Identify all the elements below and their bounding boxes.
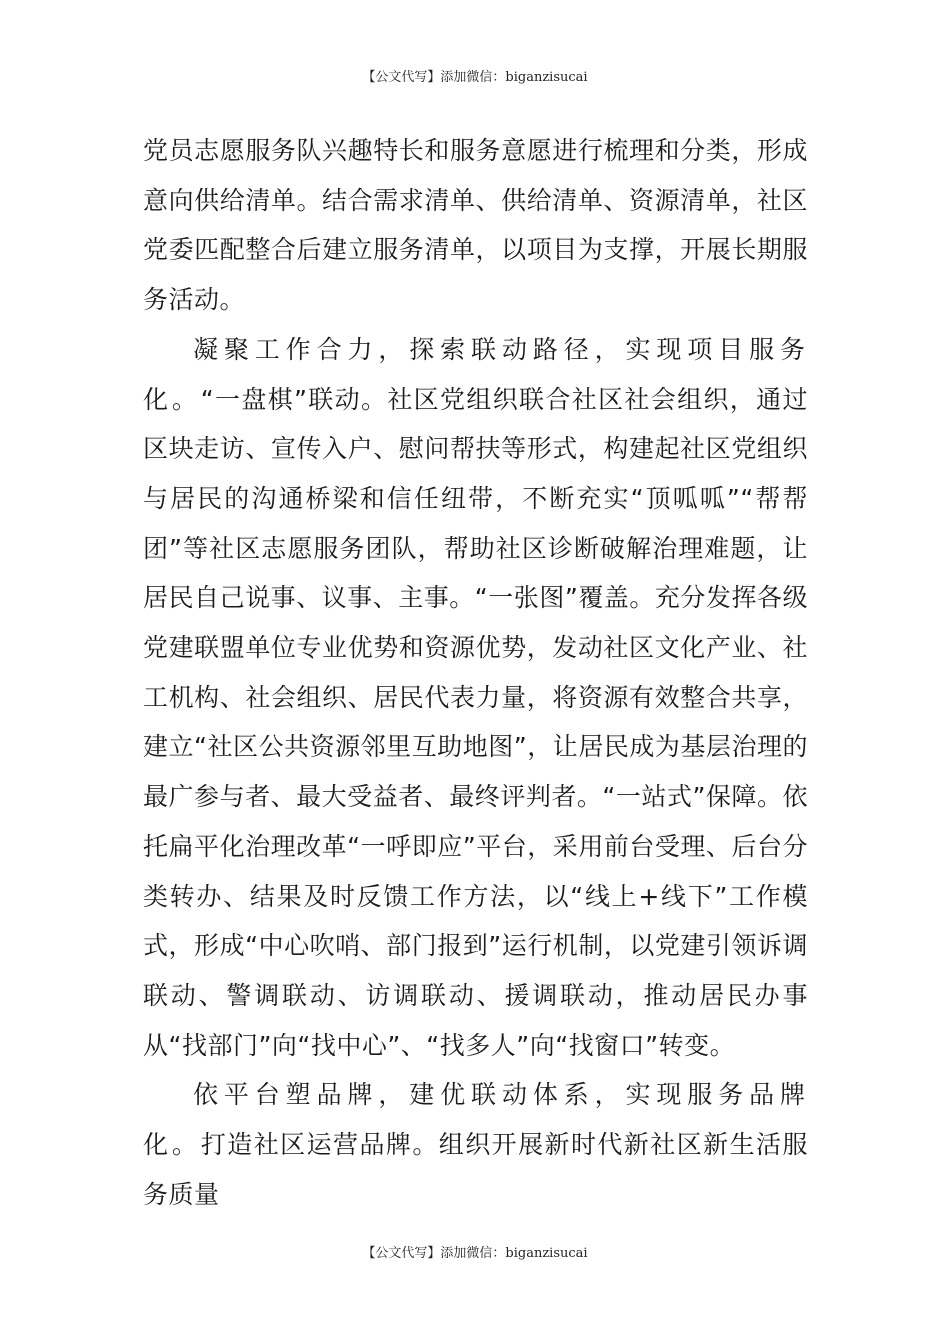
paragraph-body: 打造社区运营品牌。组织开展新时代新社区新生活服务质量: [143, 1130, 808, 1209]
paragraph-lead-heading: 依平台塑品牌，建优联动体系，实现服务品牌化。: [143, 1080, 808, 1160]
paragraph-continuation: [143, 126, 808, 325]
page-footer: 【公文代写】添加微信：biganzisucai: [362, 1246, 588, 1261]
paragraph-body: 党员志愿服务队兴趣特长和服务意愿进行梳理和分类，形成意向供给清单。结合需求清单、供给清单、资源清单，社区党委匹配整合后建立服务清单，以项目为支撑，开展长期服务活动。: [143, 136, 808, 315]
document-body: [143, 126, 808, 1219]
paragraph-lead-heading: 凝聚工作合力，探索联动路径，实现项目服务化。: [143, 334, 808, 414]
paragraph-service-brand: [143, 1070, 808, 1219]
paragraph-body: “一盘棋”联动。社区党组织联合社区社会组织，通过区块走访、宣传入户、慰问帮扶等形式，构建起社区党组织与居民的沟通桥梁和信任纽带，不断充实“顶呱呱”“帮帮团”等社区志愿服务团队，帮助社区诊断破解治理难题，让居民自己说事、议事、主事。“一张图”覆盖。充分发挥各级党建联盟单位专业优势和资源优势，发动社区文化产业、社工机构、社会组织、居民代表力量，将资源有效整合共享，建立“社区公共资源邻里互助地图”，让居民成为基层治理的最广参与者、最大受益者、最终评判者。“一站式”保障。依托扁平化治理改革“一呼即应”平台，采用前台受理、后台分类转办、结果及时反馈工作方法，以“线上+线下”工作模式，形成“中心吹哨、部门报到”运行机制，以党建引领诉调联动、警调联动、访调联动、援调联动，推动居民办事从“找部门”向“找中心”、“找多人”向“找窗口”转变。: [143, 384, 808, 1060]
page-header: 【公文代写】添加微信：biganzisucai: [362, 70, 588, 85]
paragraph-project-service: [143, 325, 808, 1071]
